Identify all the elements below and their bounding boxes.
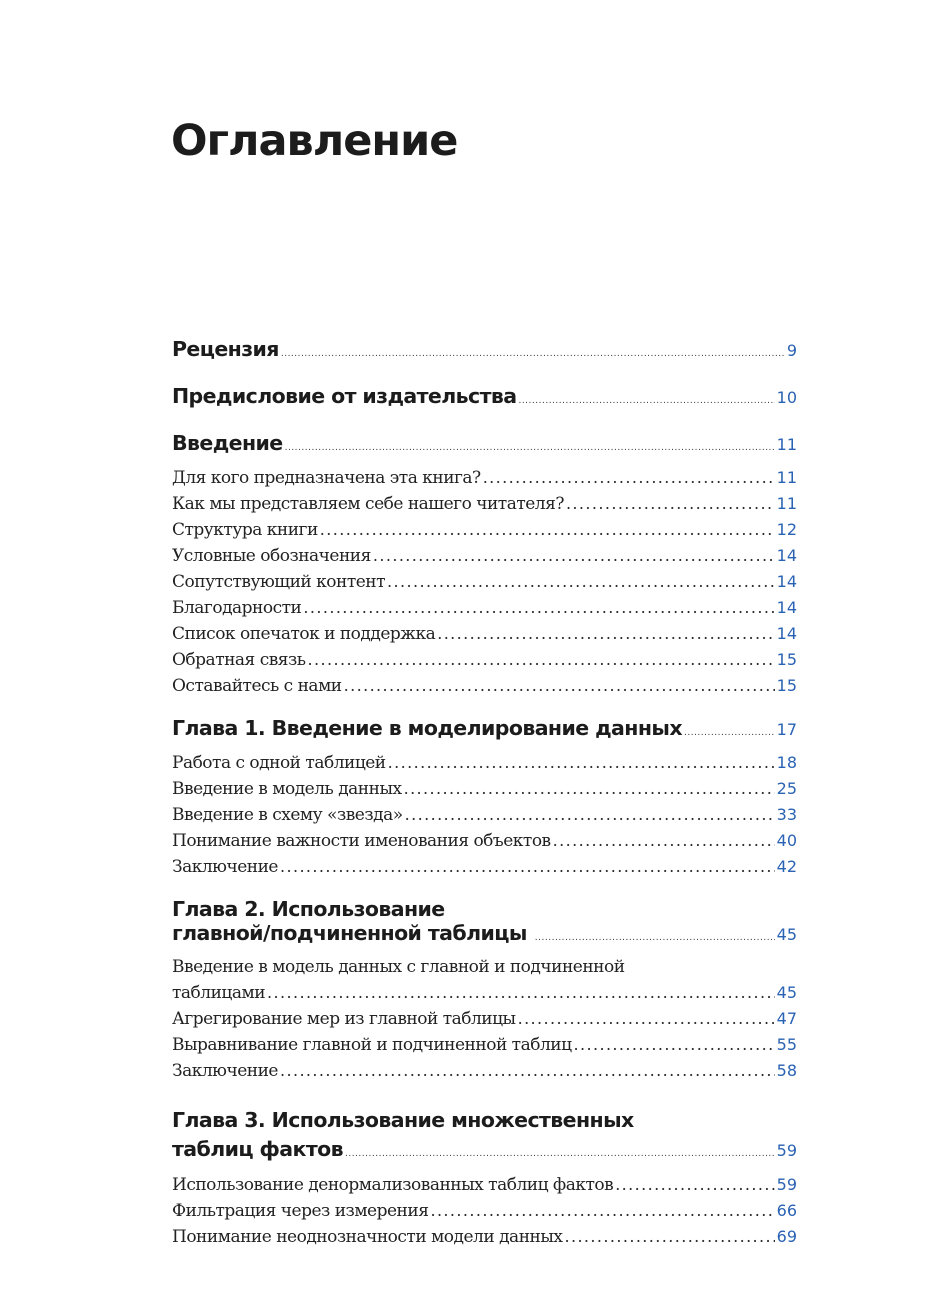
- toc-section[interactable]: [172, 595, 797, 621]
- toc-section-label: Список опечаток и поддержка: [172, 624, 436, 644]
- toc-page-number: 11: [776, 494, 797, 513]
- dot-leader: [267, 980, 775, 1005]
- toc-entry-chapter-3[interactable]: [172, 1106, 797, 1169]
- toc-entry-row: [172, 1135, 797, 1169]
- toc-section-label: Введение в модель данных: [172, 779, 402, 799]
- dot-leader: [345, 1140, 775, 1169]
- toc-section[interactable]: [172, 776, 797, 802]
- toc-section-label-line2: таблицами: [172, 983, 266, 1003]
- toc-page-number: 15: [776, 676, 797, 695]
- toc-group-chapter-3: [172, 1106, 797, 1250]
- toc-section[interactable]: [172, 1198, 797, 1224]
- dot-leader: [483, 465, 775, 490]
- toc-section[interactable]: [172, 1058, 797, 1084]
- toc-section-label: Введение в схему «звезда»: [172, 805, 403, 825]
- toc-section-label: Выравнивание главной и подчиненной таблиц: [172, 1035, 572, 1055]
- toc-entry-intro[interactable]: [172, 431, 797, 460]
- toc-page-number: 66: [776, 1201, 797, 1220]
- toc-section-label: Условные обозначения: [172, 546, 371, 566]
- dot-leader: [285, 436, 775, 460]
- toc-page-number: 33: [776, 805, 797, 824]
- toc-entry-row: [172, 921, 797, 950]
- dot-leader: [344, 673, 775, 698]
- toc-section-label: Обратная связь: [172, 650, 306, 670]
- toc-section[interactable]: [172, 543, 797, 569]
- toc-section-label: Понимание неоднозначности модели данных: [172, 1227, 563, 1247]
- toc-page-number: 42: [776, 857, 797, 876]
- toc-page-number: 9: [786, 341, 797, 360]
- toc-entry-label-line1: Глава 3. Использование множественных: [172, 1108, 634, 1132]
- page-title: Оглавление: [171, 116, 458, 166]
- dot-leader: [430, 1198, 774, 1223]
- dot-leader: [308, 647, 775, 672]
- toc-section[interactable]: [172, 647, 797, 673]
- toc-page-number: 15: [776, 650, 797, 669]
- toc-page-number: 69: [776, 1227, 797, 1246]
- toc-entry-label: Предисловие от издательства: [172, 384, 517, 408]
- dot-leader: [404, 776, 775, 801]
- dot-leader: [518, 1006, 775, 1031]
- toc-section[interactable]: [172, 517, 797, 543]
- dot-leader: [303, 595, 774, 620]
- toc-page-number: 12: [776, 520, 797, 539]
- dot-leader: [564, 1224, 774, 1249]
- toc-section-label: Оставайтесь с нами: [172, 676, 342, 696]
- dot-leader: [320, 517, 775, 542]
- toc-section[interactable]: [172, 1006, 797, 1032]
- dot-leader: [553, 828, 775, 853]
- toc-group-chapter-2: [172, 897, 797, 1084]
- toc-section-label-line1: Введение в модель данных с главной и подчиненной: [172, 957, 625, 977]
- dot-leader: [535, 926, 775, 950]
- toc-entry-review[interactable]: [172, 337, 797, 366]
- toc-section-label: Структура книги: [172, 520, 318, 540]
- toc-section-label: Заключение: [172, 1061, 278, 1081]
- toc-section[interactable]: [172, 1224, 797, 1250]
- toc-section[interactable]: [172, 1172, 797, 1198]
- dot-leader: [405, 802, 775, 827]
- toc-section-label: Фильтрация через измерения: [172, 1201, 429, 1221]
- toc-page-number: 59: [776, 1175, 797, 1194]
- toc-page-number: 14: [776, 624, 797, 643]
- toc-group-chapter-1: [172, 716, 797, 880]
- dot-leader: [387, 569, 775, 594]
- dot-leader: [280, 854, 775, 879]
- toc-entry-label: Рецензия: [172, 337, 279, 361]
- toc-section-label: Понимание важности именования объектов: [172, 831, 551, 851]
- toc-section[interactable]: [172, 955, 797, 1006]
- toc-page-number: 47: [776, 1009, 797, 1028]
- toc-entry-label: Введение: [172, 431, 283, 455]
- toc-group-intro: [172, 431, 797, 699]
- toc-page-number: 25: [776, 779, 797, 798]
- toc-section-row: [172, 980, 797, 1006]
- dot-leader: [684, 721, 775, 745]
- toc-section-label: Для кого предназначена эта книга?: [172, 468, 481, 488]
- toc-section[interactable]: [172, 828, 797, 854]
- toc-section[interactable]: [172, 802, 797, 828]
- table-of-contents: [172, 337, 797, 1267]
- toc-page-number: 14: [776, 598, 797, 617]
- toc-entry-label-line1: Глава 2. Использование: [172, 897, 445, 921]
- toc-section[interactable]: [172, 750, 797, 776]
- dot-leader: [566, 491, 775, 516]
- toc-section[interactable]: [172, 854, 797, 880]
- dot-leader: [437, 621, 774, 646]
- dot-leader: [615, 1172, 774, 1197]
- toc-entry-label: Глава 1. Введение в моделирование данных: [172, 716, 682, 740]
- toc-page-number: 14: [776, 546, 797, 565]
- toc-section-label: Сопутствующий контент: [172, 572, 386, 592]
- toc-section-label: Работа с одной таблицей: [172, 753, 386, 773]
- toc-page-number: 10: [776, 388, 797, 407]
- dot-leader: [388, 750, 775, 775]
- toc-entry-chapter-1[interactable]: [172, 716, 797, 745]
- toc-page-number: 11: [776, 468, 797, 487]
- dot-leader: [280, 1058, 775, 1083]
- toc-section[interactable]: [172, 621, 797, 647]
- dot-leader: [281, 342, 785, 366]
- toc-section[interactable]: [172, 465, 797, 491]
- dot-leader: [574, 1032, 775, 1057]
- toc-section-label: Заключение: [172, 857, 278, 877]
- toc-page-number: 40: [776, 831, 797, 850]
- toc-entry-label-line2: главной/подчиненной таблицы: [172, 921, 527, 945]
- toc-section-label: Как мы представляем себе нашего читателя?: [172, 494, 564, 514]
- toc-page-number: 55: [776, 1035, 797, 1054]
- toc-page-number: 14: [776, 572, 797, 591]
- toc-page-number: 45: [776, 983, 797, 1002]
- toc-entry-chapter-2[interactable]: [172, 897, 797, 950]
- dot-leader: [373, 543, 775, 568]
- toc-page-number: 45: [776, 925, 797, 944]
- toc-page-number: 11: [776, 435, 797, 454]
- toc-page-number: 17: [776, 720, 797, 739]
- toc-section-label: Благодарности: [172, 598, 302, 618]
- toc-section-label: Агрегирование мер из главной таблицы: [172, 1009, 516, 1029]
- dot-leader: [518, 389, 774, 413]
- toc-section[interactable]: [172, 1032, 797, 1058]
- toc-entry-preface[interactable]: [172, 384, 797, 413]
- toc-section-label: Использование денормализованных таблиц фактов: [172, 1175, 614, 1195]
- toc-entry-label-line2: таблиц фактов: [172, 1137, 343, 1161]
- toc-section[interactable]: [172, 491, 797, 517]
- toc-page-number: 18: [776, 753, 797, 772]
- toc-page-number: 58: [776, 1061, 797, 1080]
- toc-section[interactable]: [172, 569, 797, 595]
- toc-page-number: 59: [776, 1141, 797, 1160]
- toc-section[interactable]: [172, 673, 797, 699]
